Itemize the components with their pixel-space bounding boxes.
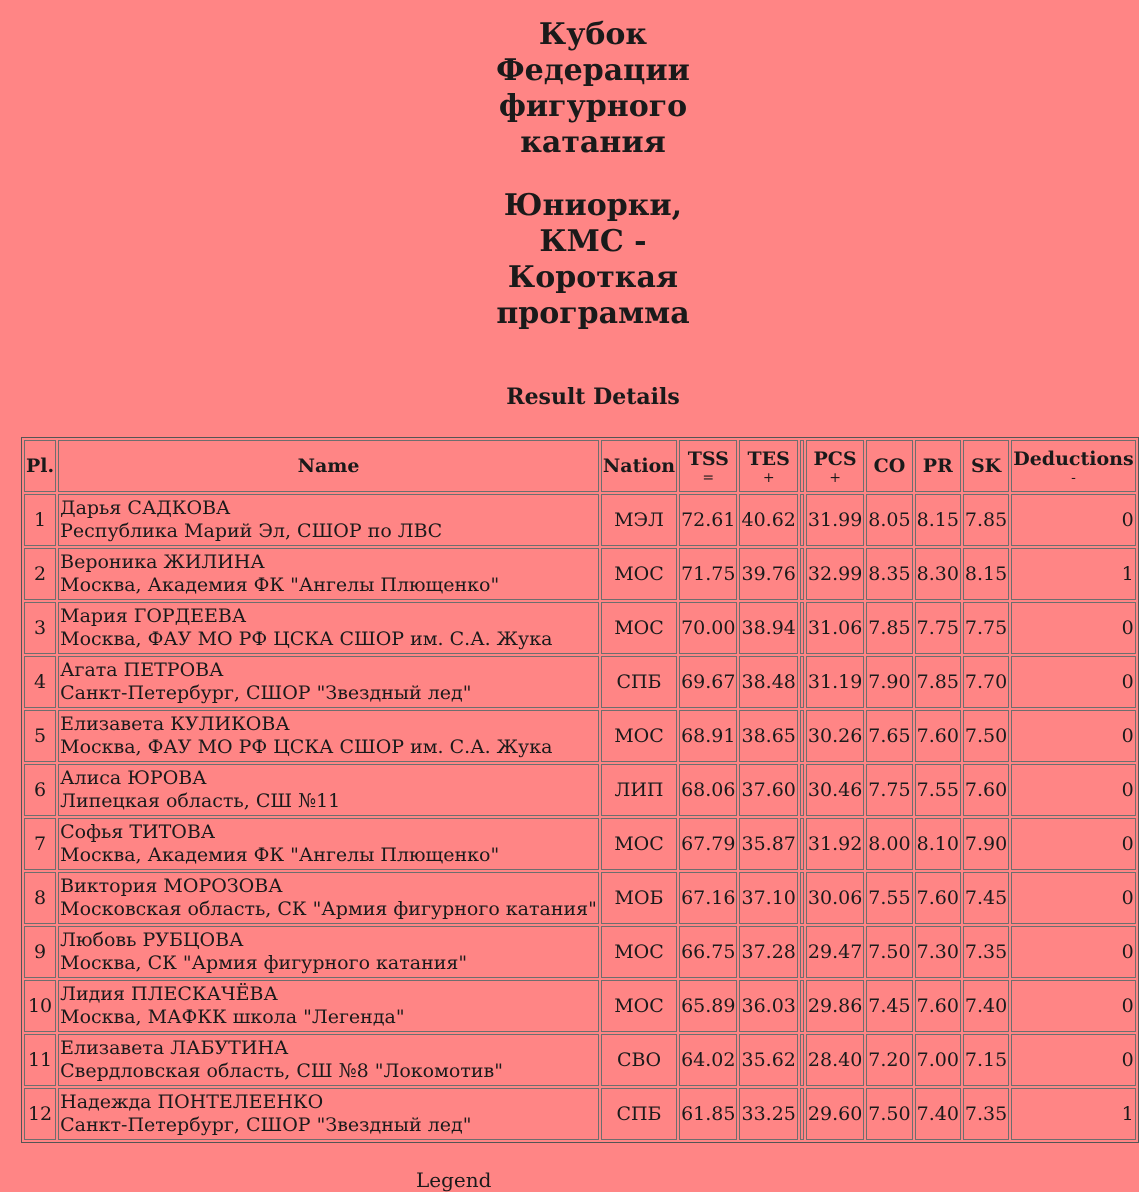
spacer-cell — [800, 710, 804, 762]
skater-name: Софья ТИТОВА — [60, 821, 216, 843]
skater-name: Дарья САДКОВА — [60, 497, 231, 519]
spacer-cell — [800, 926, 804, 978]
spacer-cell — [800, 494, 804, 546]
tes-cell: 38.94 — [739, 602, 797, 654]
col-header-tss — [679, 440, 737, 492]
nation-cell: ЛИП — [601, 764, 677, 816]
tss-cell: 68.91 — [679, 710, 737, 762]
table-row — [24, 1034, 1136, 1086]
category-title-line: Юниорки, — [503, 188, 683, 223]
tes-cell: 39.76 — [739, 548, 797, 600]
skater-cell — [58, 548, 599, 600]
skater-club: Республика Марий Эл, СШОР по ЛВС — [60, 520, 443, 542]
col-header-sk: SK — [963, 440, 1009, 492]
skater-club: Липецкая область, СШ №11 — [60, 790, 341, 812]
tss-cell: 69.67 — [679, 656, 737, 708]
sk-cell: 7.85 — [963, 494, 1009, 546]
tss-cell: 64.02 — [679, 1034, 737, 1086]
pr-cell: 7.40 — [915, 1088, 961, 1140]
table-row — [24, 980, 1136, 1032]
spacer-cell — [800, 764, 804, 816]
pr-cell: 7.60 — [915, 980, 961, 1032]
sk-cell: 7.75 — [963, 602, 1009, 654]
skater-cell — [58, 1088, 599, 1140]
pcs-cell: 31.06 — [806, 602, 864, 654]
sk-cell: 7.40 — [963, 980, 1009, 1032]
pcs-cell: 31.19 — [806, 656, 864, 708]
skater-club: Москва, МАФКК школа "Легенда" — [60, 1006, 405, 1028]
results-body — [24, 494, 1136, 1140]
skater-cell — [58, 1034, 599, 1086]
tes-cell: 33.25 — [739, 1088, 797, 1140]
skater-cell — [58, 872, 599, 924]
col-header-tss-symbol: = — [702, 470, 715, 486]
sk-cell: 7.50 — [963, 710, 1009, 762]
spacer-cell — [800, 1088, 804, 1140]
place-cell: 5 — [24, 710, 56, 762]
deductions-cell: 0 — [1011, 1034, 1135, 1086]
skater-cell — [58, 710, 599, 762]
col-header-tes-label: TES — [747, 448, 790, 470]
pcs-cell: 28.40 — [806, 1034, 864, 1086]
table-row — [24, 926, 1136, 978]
spacer-cell — [800, 980, 804, 1032]
skater-name: Елизавета КУЛИКОВА — [60, 713, 290, 735]
tss-cell: 67.16 — [679, 872, 737, 924]
pcs-cell: 29.86 — [806, 980, 864, 1032]
skater-club: Москва, Академия ФК "Ангелы Плющенко" — [60, 844, 500, 866]
category-title-line: КМС - — [539, 224, 647, 259]
skater-cell — [58, 818, 599, 870]
nation-cell: МОС — [601, 710, 677, 762]
pcs-cell: 30.26 — [806, 710, 864, 762]
col-header-co: CO — [866, 440, 912, 492]
tss-cell: 65.89 — [679, 980, 737, 1032]
skater-name: Виктория МОРОЗОВА — [60, 875, 283, 897]
skater-name: Елизавета ЛАБУТИНА — [60, 1037, 289, 1059]
col-header-spacer — [800, 440, 804, 492]
skater-club: Московская область, СК "Армия фигурного катания" — [60, 898, 597, 920]
col-header-place: Pl. — [24, 440, 56, 492]
co-cell: 7.65 — [866, 710, 912, 762]
skater-name: Надежда ПОНТЕЛЕЕНКО — [60, 1091, 324, 1113]
category-title-line: Короткая — [507, 260, 679, 295]
pr-cell: 8.30 — [915, 548, 961, 600]
pcs-cell: 31.92 — [806, 818, 864, 870]
pr-cell: 7.00 — [915, 1034, 961, 1086]
deductions-cell: 0 — [1011, 764, 1135, 816]
table-row — [24, 494, 1136, 546]
skater-cell — [58, 494, 599, 546]
result-details-heading: Result Details — [506, 384, 680, 410]
tss-cell: 67.79 — [679, 818, 737, 870]
pcs-cell: 32.99 — [806, 548, 864, 600]
table-row — [24, 818, 1136, 870]
co-cell: 7.55 — [866, 872, 912, 924]
skater-name: Алиса ЮРОВА — [60, 767, 207, 789]
co-cell: 7.75 — [866, 764, 912, 816]
nation-cell: МОБ — [601, 872, 677, 924]
place-cell: 1 — [24, 494, 56, 546]
sk-cell: 7.45 — [963, 872, 1009, 924]
pr-cell: 7.85 — [915, 656, 961, 708]
pr-cell: 7.60 — [915, 710, 961, 762]
col-header-nation: Nation — [601, 440, 677, 492]
pr-cell: 7.30 — [915, 926, 961, 978]
place-cell: 7 — [24, 818, 56, 870]
category-title — [385, 188, 801, 332]
co-cell: 7.45 — [866, 980, 912, 1032]
pr-cell: 8.15 — [915, 494, 961, 546]
skater-cell — [58, 656, 599, 708]
deductions-cell: 0 — [1011, 872, 1135, 924]
skater-club: Москва, ФАУ МО РФ ЦСКА СШОР им. С.А. Жука — [60, 628, 553, 650]
col-header-pcs-symbol: + — [829, 470, 841, 486]
nation-cell: МОС — [601, 548, 677, 600]
spacer-cell — [800, 548, 804, 600]
skater-name: Вероника ЖИЛИНА — [60, 551, 265, 573]
tes-cell: 37.28 — [739, 926, 797, 978]
sk-cell: 7.90 — [963, 818, 1009, 870]
col-header-tes — [739, 440, 797, 492]
tes-cell: 38.65 — [739, 710, 797, 762]
skater-cell — [58, 764, 599, 816]
nation-cell: СПБ — [601, 1088, 677, 1140]
spacer-cell — [800, 872, 804, 924]
spacer-cell — [800, 1034, 804, 1086]
tss-cell: 72.61 — [679, 494, 737, 546]
skater-name: Лидия ПЛЕСКАЧЁВА — [60, 983, 278, 1005]
tss-cell: 66.75 — [679, 926, 737, 978]
sk-cell: 7.35 — [963, 926, 1009, 978]
skater-club: Свердловская область, СШ №8 "Локомотив" — [60, 1060, 503, 1082]
deductions-cell: 1 — [1011, 1088, 1135, 1140]
tes-cell: 38.48 — [739, 656, 797, 708]
place-cell: 4 — [24, 656, 56, 708]
deductions-cell: 0 — [1011, 602, 1135, 654]
nation-cell: МОС — [601, 980, 677, 1032]
tes-cell: 36.03 — [739, 980, 797, 1032]
table-row — [24, 602, 1136, 654]
table-row — [24, 710, 1136, 762]
category-title-line: программа — [496, 296, 690, 331]
skater-name: Мария ГОРДЕЕВА — [60, 605, 247, 627]
col-header-pcs-label: PCS — [813, 448, 857, 470]
tss-cell: 71.75 — [679, 548, 737, 600]
tss-cell: 61.85 — [679, 1088, 737, 1140]
skater-name: Агата ПЕТРОВА — [60, 659, 224, 681]
pr-cell: 7.75 — [915, 602, 961, 654]
col-header-pr: PR — [915, 440, 961, 492]
nation-cell: МОС — [601, 818, 677, 870]
pcs-cell: 29.60 — [806, 1088, 864, 1140]
deductions-cell: 0 — [1011, 710, 1135, 762]
skater-cell — [58, 926, 599, 978]
tes-cell: 35.62 — [739, 1034, 797, 1086]
pr-cell: 7.60 — [915, 872, 961, 924]
spacer-cell — [800, 818, 804, 870]
col-header-pcs — [806, 440, 864, 492]
legend-link[interactable]: Legend — [416, 1168, 492, 1192]
skater-club: Москва, Академия ФК "Ангелы Плющенко" — [60, 574, 500, 596]
spacer-cell — [800, 602, 804, 654]
table-row — [24, 1088, 1136, 1140]
nation-cell: СПБ — [601, 656, 677, 708]
col-header-name: Name — [58, 440, 599, 492]
col-header-deductions — [1011, 440, 1135, 492]
co-cell: 8.35 — [866, 548, 912, 600]
tes-cell: 37.10 — [739, 872, 797, 924]
deductions-cell: 0 — [1011, 494, 1135, 546]
skater-club: Санкт-Петербург, СШОР "Звездный лед" — [60, 682, 472, 704]
sk-cell: 7.35 — [963, 1088, 1009, 1140]
col-header-tss-label: TSS — [687, 448, 729, 470]
place-cell: 6 — [24, 764, 56, 816]
tes-cell: 40.62 — [739, 494, 797, 546]
tss-cell: 68.06 — [679, 764, 737, 816]
sk-cell: 7.70 — [963, 656, 1009, 708]
sk-cell: 7.15 — [963, 1034, 1009, 1086]
table-row — [24, 548, 1136, 600]
deductions-cell: 1 — [1011, 548, 1135, 600]
skater-club: Москва, СК "Армия фигурного катания" — [60, 952, 468, 974]
event-title-line: фигурного — [498, 89, 688, 124]
deductions-cell: 0 — [1011, 980, 1135, 1032]
co-cell: 7.85 — [866, 602, 912, 654]
col-header-deductions-label: Deductions — [1013, 448, 1134, 470]
event-title — [385, 17, 801, 161]
place-cell: 9 — [24, 926, 56, 978]
tss-cell: 70.00 — [679, 602, 737, 654]
place-cell: 11 — [24, 1034, 56, 1086]
pr-cell: 7.55 — [915, 764, 961, 816]
pcs-cell: 30.46 — [806, 764, 864, 816]
deductions-cell: 0 — [1011, 656, 1135, 708]
nation-cell: СВО — [601, 1034, 677, 1086]
skater-club: Санкт-Петербург, СШОР "Звездный лед" — [60, 1114, 472, 1136]
table-row — [24, 764, 1136, 816]
col-header-deductions-symbol: - — [1071, 470, 1076, 486]
pr-cell: 8.10 — [915, 818, 961, 870]
table-row — [24, 656, 1136, 708]
place-cell: 3 — [24, 602, 56, 654]
nation-cell: МОС — [601, 602, 677, 654]
event-title-line: Федерации — [496, 53, 690, 88]
pcs-cell: 30.06 — [806, 872, 864, 924]
sk-cell: 8.15 — [963, 548, 1009, 600]
skater-cell — [58, 980, 599, 1032]
table-row — [24, 872, 1136, 924]
event-title-line: катания — [520, 125, 666, 160]
co-cell: 8.00 — [866, 818, 912, 870]
spacer-cell — [800, 656, 804, 708]
deductions-cell: 0 — [1011, 818, 1135, 870]
sk-cell: 7.60 — [963, 764, 1009, 816]
place-cell: 8 — [24, 872, 56, 924]
results-table — [21, 437, 1139, 1143]
header-row — [24, 440, 1136, 492]
co-cell: 7.20 — [866, 1034, 912, 1086]
place-cell: 10 — [24, 980, 56, 1032]
co-cell: 7.50 — [866, 1088, 912, 1140]
skater-cell — [58, 602, 599, 654]
skater-club: Москва, ФАУ МО РФ ЦСКА СШОР им. С.А. Жука — [60, 736, 553, 758]
co-cell: 7.50 — [866, 926, 912, 978]
place-cell: 12 — [24, 1088, 56, 1140]
pcs-cell: 31.99 — [806, 494, 864, 546]
place-cell: 2 — [24, 548, 56, 600]
deductions-cell: 0 — [1011, 926, 1135, 978]
event-title-line: Кубок — [538, 17, 648, 52]
tes-cell: 35.87 — [739, 818, 797, 870]
nation-cell: МОС — [601, 926, 677, 978]
tes-cell: 37.60 — [739, 764, 797, 816]
co-cell: 7.90 — [866, 656, 912, 708]
col-header-tes-symbol: + — [762, 470, 775, 486]
nation-cell: МЭЛ — [601, 494, 677, 546]
pcs-cell: 29.47 — [806, 926, 864, 978]
co-cell: 8.05 — [866, 494, 912, 546]
skater-name: Любовь РУБЦОВА — [60, 929, 244, 951]
